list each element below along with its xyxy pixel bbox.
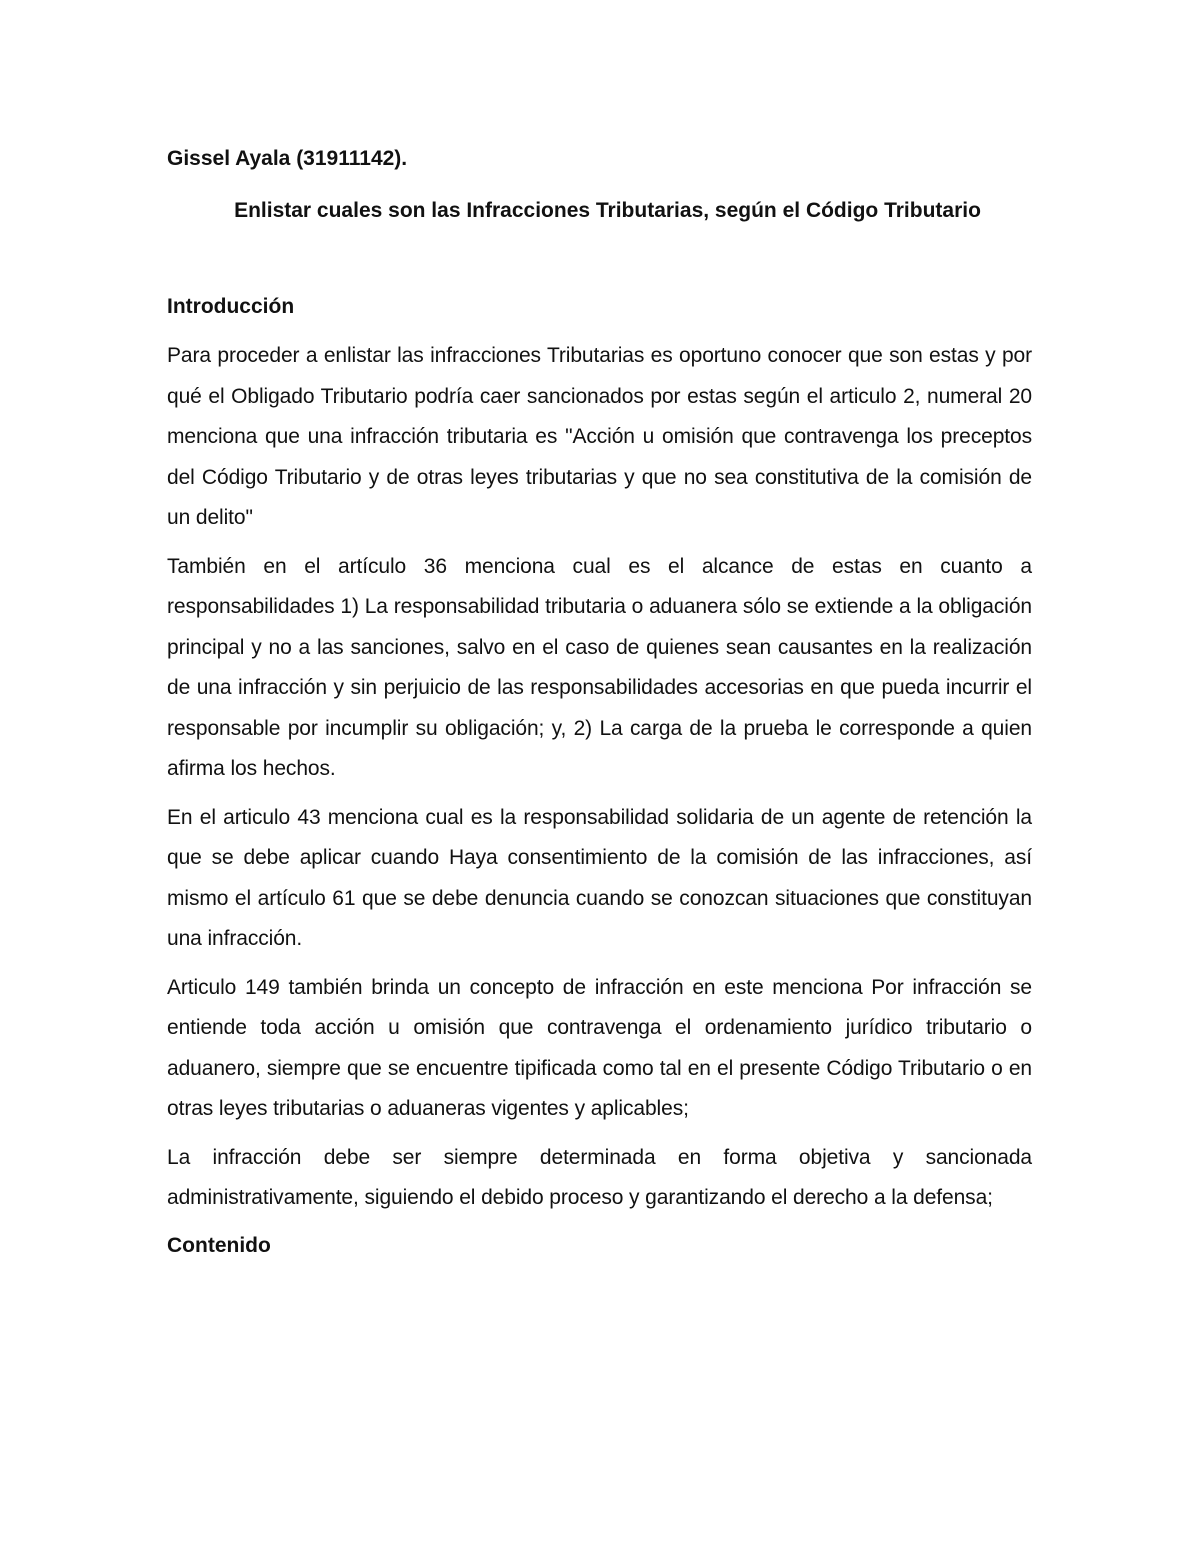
author-line: Gissel Ayala (31911142). [167,147,408,170]
content-heading: Contenido [167,1233,271,1257]
paragraph: Para proceder a enlistar las infracciones Tributarias es oportuno conocer que son estas y por qué el Obligado Tributario podría caer sancionados por estas según el articulo 2, numeral 20 menciona que una infracción tributaria es "Acción u omisión que contravenga los preceptos del Código Tributario y de otras leyes tributarias y que no sea constitutiva de la comisión de un delito" [167,344,1032,529]
paragraph: La infracción debe ser siempre determinada en forma objetiva y sancionada administrativamente, siguiendo el debido proceso y garantizando el derecho a la defensa; [167,1145,1032,1209]
paragraph: Articulo 149 también brinda un concepto de infracción en este menciona Por infracción se entiende toda acción u omisión que contravenga el ordenamiento jurídico tributario o aduanero, siempre que se encuentre tipificada como tal en el presente Código Tributario o en otras leyes tributarias o aduaneras vigentes y aplicables; [167,975,1032,1120]
document-title: Enlistar cuales son las Infracciones Tributarias, según el Código Tributario [234,199,981,222]
paragraph: También en el artículo 36 menciona cual es el alcance de estas en cuanto a responsabilidades 1) La responsabilidad tributaria o aduanera sólo se extiende a la obligación principal y no a las sanciones, salvo en el caso de quienes sean causantes en la realización de una infracción y sin perjuicio de las responsabilidades accesorias en que pueda incurrir el responsable por incumplir su obligación; y, 2) La carga de la prueba le corresponde a quien afirma los hechos. [167,554,1032,780]
document-page [167,142,1032,1263]
intro-heading: Introducción [167,295,295,318]
paragraph: En el articulo 43 menciona cual es la responsabilidad solidaria de un agente de retención la que se debe aplicar cuando Haya consentimiento de la comisión de las infracciones, así mismo el artículo 61 que se debe denuncia cuando se conozcan situaciones que constituyan una infracción. [167,805,1032,950]
